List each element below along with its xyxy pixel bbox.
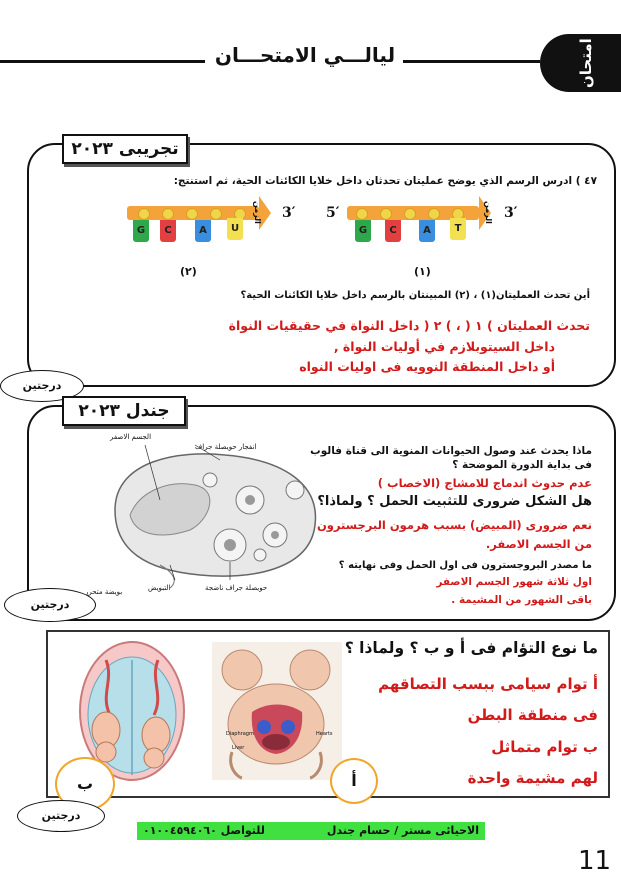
prime5-label-1: 5′	[326, 205, 340, 221]
base-c: C	[160, 220, 176, 242]
ovary-diagram	[100, 430, 330, 590]
footer-contact: للتواصل ٠١٠٠٤٥٩٤٠٦٠	[143, 824, 265, 837]
twins-image-a	[212, 642, 342, 780]
base-a: A	[195, 220, 211, 242]
label-liver: Liver	[232, 745, 245, 751]
dot	[380, 208, 392, 220]
dot	[404, 208, 416, 220]
diagram2-caption: (٢)	[180, 265, 197, 278]
dot	[210, 208, 222, 220]
section2-answer-2: نعم ضرورى (المبيض) بسبب هرمون البرجسترون من الجسم الاصفر.	[316, 518, 592, 551]
header-line-right	[403, 60, 540, 63]
label-ruptured-ovum: بويضة متحرر	[85, 588, 123, 596]
section3-answer-2: فى منطقة البطن	[467, 706, 598, 724]
label-hearts: Hearts	[316, 731, 333, 737]
section1-answer-3: أو داخل المنطقة النوويه فى اوليات النواه	[299, 359, 555, 374]
conjoined-twins-illustration	[212, 642, 342, 780]
base-g: G	[355, 220, 371, 242]
base-g: G	[133, 220, 149, 242]
cap-word-1: الزمن	[484, 201, 493, 224]
section2-answer-1: عدم حدوث اندماج للامشاج (الاخصاب )	[377, 476, 592, 490]
twin-label-a-badge: أ	[330, 758, 378, 804]
section1-answer-1: تحدث العمليتان ) ١ ( ، ) ٢ ( داخل النواة في حقيقيات النواة	[228, 318, 590, 333]
section2-marks-badge: درجتين	[4, 588, 96, 622]
footer-credit: الاحيائى مستر / حسام جندل	[326, 824, 479, 837]
prime3-label-1: 3′	[504, 205, 518, 221]
section2-answer-3b: باقى الشهور من المشيمة .	[451, 594, 592, 606]
section2-question-3: ما مصدر البروجسترون فى اول الحمل وفى نهايته ؟	[338, 560, 592, 571]
section1-answer-2: داخل السيتوبلازم في أوليات النواة ,	[333, 339, 555, 354]
dot	[138, 208, 150, 220]
diagram1-caption: (١)	[414, 265, 431, 278]
page-number: 11	[578, 846, 612, 876]
base-u: U	[227, 218, 243, 240]
section1-question: ٤٧ ) ادرس الرسم الذي يوضح عمليتان تحدثان داخل خلايا الكائنات الحية، ثم استنتج:	[173, 175, 597, 187]
section2-answer-3a: اول ثلاثة شهور الجسم الاصفر	[436, 576, 592, 588]
section3-answer-4: لهم مشيمة واحدة	[467, 769, 598, 787]
label-ruptured-follicle: انفجار حويصلة جراف	[195, 443, 257, 451]
dot	[162, 208, 174, 220]
section2-question-2: هل الشكل ضرورى للتثبيت الحمل ؟ ولماذا؟	[317, 494, 592, 509]
prime3-label-2: 3′	[282, 205, 296, 221]
label-corpus-luteum: الجسم الاصفر	[110, 433, 152, 441]
section2-label: جندل ٢٠٢٣	[62, 396, 186, 426]
section3-question: ما نوع التؤام فى أ و ب ؟ ولماذا ؟	[344, 639, 598, 657]
page-title: ليالـــي الامتحـــان	[214, 43, 396, 67]
ovary-illustration	[100, 430, 330, 590]
section2-question-1: ماذا يحدث عند وصول الحيوانات المنوية الى قناة فالوب فى بداية الدورة الموضحة ؟	[310, 445, 592, 471]
dot	[428, 208, 440, 220]
section1-label: تجريبى ٢٠٢٣	[62, 134, 188, 164]
dot	[186, 208, 198, 220]
dot	[356, 208, 368, 220]
header-tab-text: امتحان	[577, 38, 595, 88]
base-a: A	[419, 220, 435, 242]
base-c: C	[385, 220, 401, 242]
label-ovulation: التبويض	[148, 584, 171, 592]
section1-marks-badge: درجتين	[0, 370, 84, 402]
footer-credit-bar	[137, 822, 485, 840]
cap-word-2: الزمن	[253, 201, 262, 224]
label-diaphragm: Diaphragm	[226, 731, 254, 737]
section1-subquestion: أين تحدث العمليتان(١) ، (٢) المبينتان بالرسم داخل خلايا الكائنات الحية؟	[240, 290, 590, 301]
section3-answer-1: أ توام سيامى ببسب التصاقهم	[378, 675, 598, 693]
section3-answer-3: ب توام متماثل	[491, 738, 598, 756]
section3-marks-badge: درجتين	[17, 800, 105, 832]
label-mature-follicle: حويصلة جراف ناضجة	[205, 584, 268, 592]
header-line-left	[0, 60, 205, 63]
twin-label-b-badge: ب	[55, 757, 115, 811]
base-t: T	[450, 218, 466, 240]
